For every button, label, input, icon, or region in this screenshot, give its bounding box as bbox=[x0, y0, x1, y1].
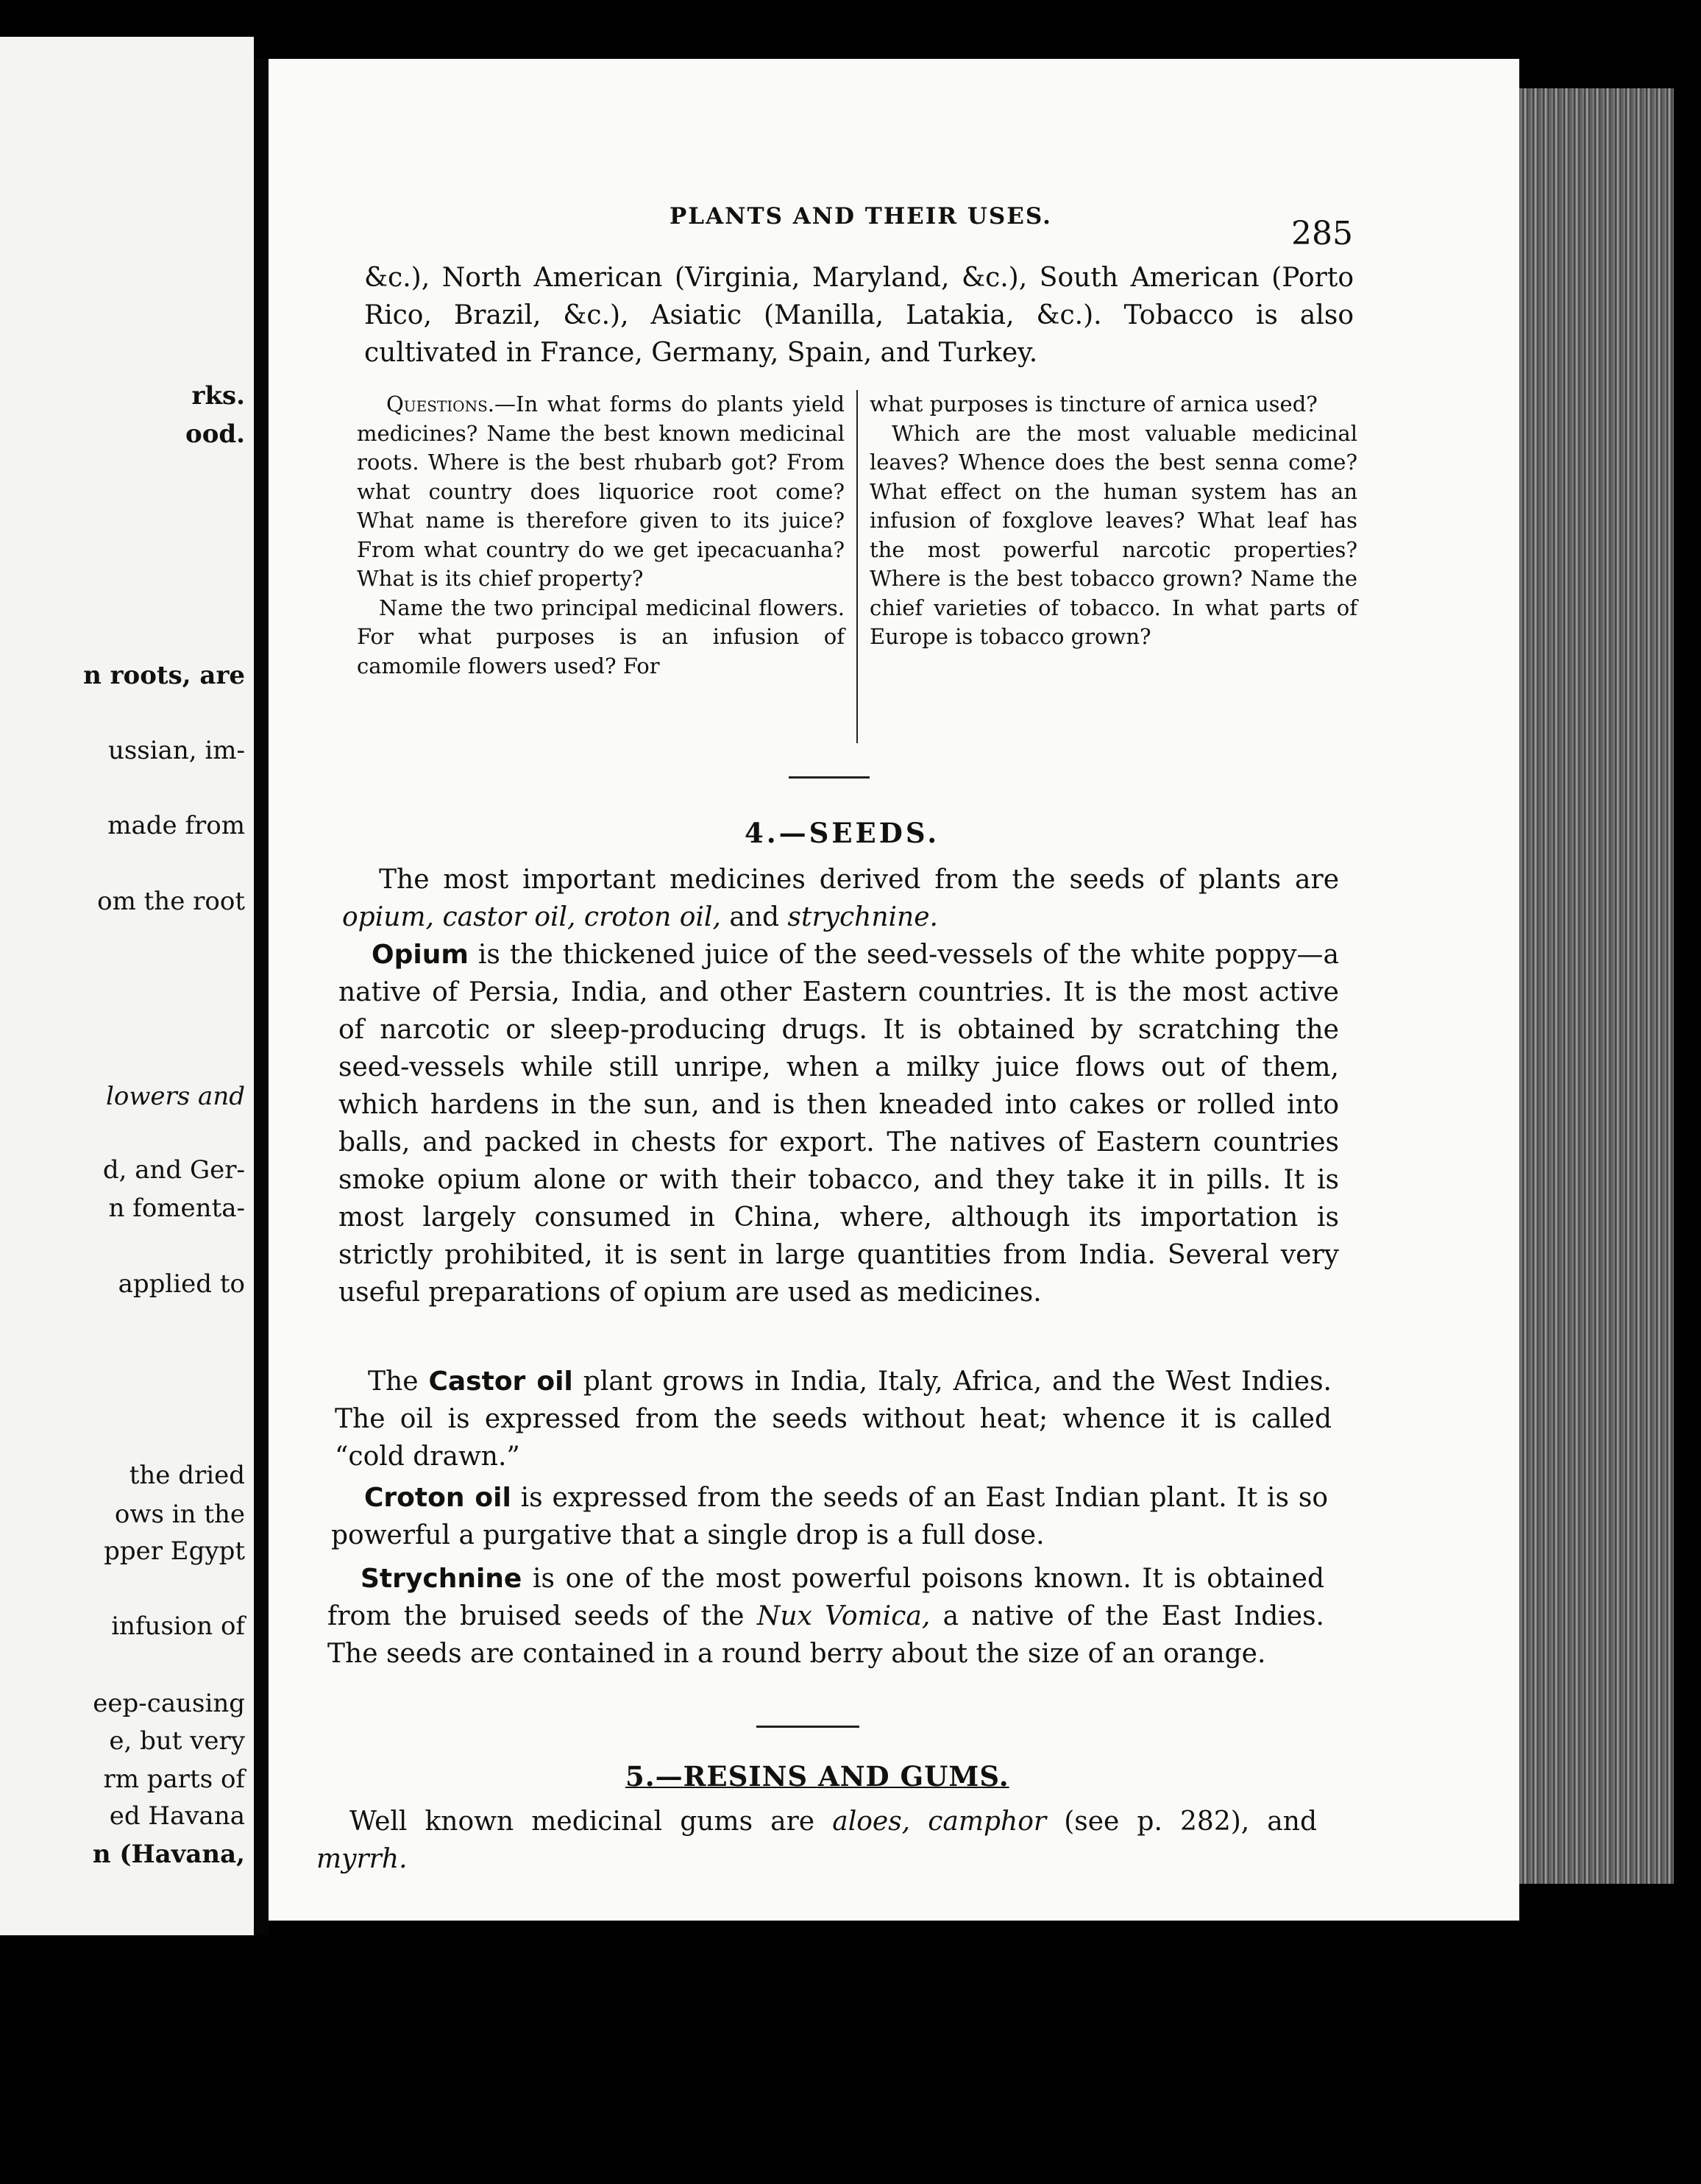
left-page-line: pper Egypt bbox=[104, 1536, 245, 1566]
left-page-line: rm parts of bbox=[103, 1765, 245, 1794]
left-page-line: n fomenta- bbox=[108, 1194, 245, 1223]
review-questions bbox=[357, 390, 1357, 743]
page-number: 285 bbox=[1291, 215, 1353, 252]
left-page-line: the dried bbox=[129, 1461, 245, 1490]
question-paragraph: Name the two principal medicinal flowers. For what purposes is an infusion of camomile flowers used? For bbox=[357, 595, 845, 678]
intro-paragraph: &c.), North American (Virginia, Maryland, &c.), South American (Porto Rico, Brazil, &c.), Asiatic (Manilla, Latakia, &c.). Tobacco is also cultivated in France, Germany, Spain, and Turkey. bbox=[364, 263, 1354, 368]
question-paragraph: what purposes is tincture of arnica used? bbox=[870, 391, 1318, 416]
left-page-line: ussian, im- bbox=[107, 736, 245, 765]
left-page-line: n roots, are bbox=[83, 661, 245, 690]
book-gutter bbox=[254, 59, 269, 1935]
left-page-line: e, but very bbox=[109, 1726, 245, 1756]
left-page-line: applied to bbox=[118, 1269, 245, 1299]
left-page-line: made from bbox=[107, 811, 245, 840]
questions-label: Questions. bbox=[386, 391, 494, 416]
left-page-line: om the root bbox=[97, 887, 245, 916]
page-fore-edge bbox=[1519, 88, 1674, 1884]
running-head-title: PLANTS AND THEIR USES. bbox=[670, 203, 1052, 230]
croton-oil-paragraph: Croton oil is expressed from the seeds of an East Indian plant. It is so powerful a purgative that a single drop is a full dose. bbox=[331, 1483, 1329, 1550]
question-paragraph: Questions.—In what forms do plants yield medicines? Name the best known medicinal roots. Where is the best rhubarb got? From what country does liquorice root come? What name is therefore given to its juice? From what country do we get ipecacuanha? What is its chief property? bbox=[357, 391, 845, 591]
left-page-line: n (Havana, bbox=[92, 1840, 245, 1869]
left-page-fragment bbox=[0, 37, 254, 1935]
strychnine-paragraph: Strychnine is one of the most powerful poisons known. It is obtained from the bruised seeds of the Nux Vomica, a native of the East Indies. The seeds are contained in a round berry about the size of an orange. bbox=[327, 1564, 1325, 1669]
question-paragraph: Which are the most valuable medicinal leaves? Whence does the best senna come? What effect on the human system has an infusion of foxglove leaves? What leaf has the most powerful narcotic properties? Where is the best tobacco grown? Name the chief varieties of tobacco. In what parts of Europe is tobacco grown? bbox=[870, 420, 1357, 649]
seeds-intro-paragraph: The most important medicines derived from the seeds of plants are opium, castor oil, croton oil, and strychnine. bbox=[342, 865, 1339, 932]
left-page-line: ows in the bbox=[114, 1500, 245, 1529]
opium-paragraph: Opium is the thickened juice of the seed-vessels of the white poppy—a native of Persia, India, and other Eastern countries. It is the most active of narcotic or sleep-producing drugs. It is obtained by scratching the seed-vessels while still unripe, when a milky juice flows out of them, which hardens in the sun, and is then kneaded into cakes or rolled into balls, and packed in chests for export. The natives of Eastern countries smoke opium alone or with their tobacco, and they take it in pills. It is most largely consumed in China, where, although its importation is strictly prohibited, it is sent in large quantities from India. Several very useful preparations of opium are used as medicines. bbox=[338, 940, 1339, 1308]
section-divider bbox=[756, 1726, 859, 1728]
left-page-line: d, and Ger- bbox=[102, 1155, 245, 1185]
left-page-line: ood. bbox=[185, 419, 245, 449]
left-page-line: lowers and bbox=[105, 1082, 245, 1111]
castor-oil-paragraph: The Castor oil plant grows in India, Italy, Africa, and the West Indies. The oil is expressed from the seeds without heat; whence it is called “cold drawn.” bbox=[335, 1366, 1332, 1472]
left-page-line: ed Havana bbox=[109, 1801, 245, 1831]
left-page-line: rks. bbox=[191, 381, 245, 411]
resins-paragraph: Well known medicinal gums are aloes, camphor (see p. 282), and myrrh. bbox=[316, 1807, 1318, 1874]
left-page-line: eep-causing bbox=[93, 1689, 245, 1718]
section-heading-seeds: 4.—SEEDS. bbox=[745, 817, 940, 849]
section-divider bbox=[789, 776, 870, 779]
left-page-line: infusion of bbox=[111, 1612, 245, 1641]
section-heading-resins: 5.—RESINS AND GUMS. bbox=[625, 1760, 1009, 1793]
